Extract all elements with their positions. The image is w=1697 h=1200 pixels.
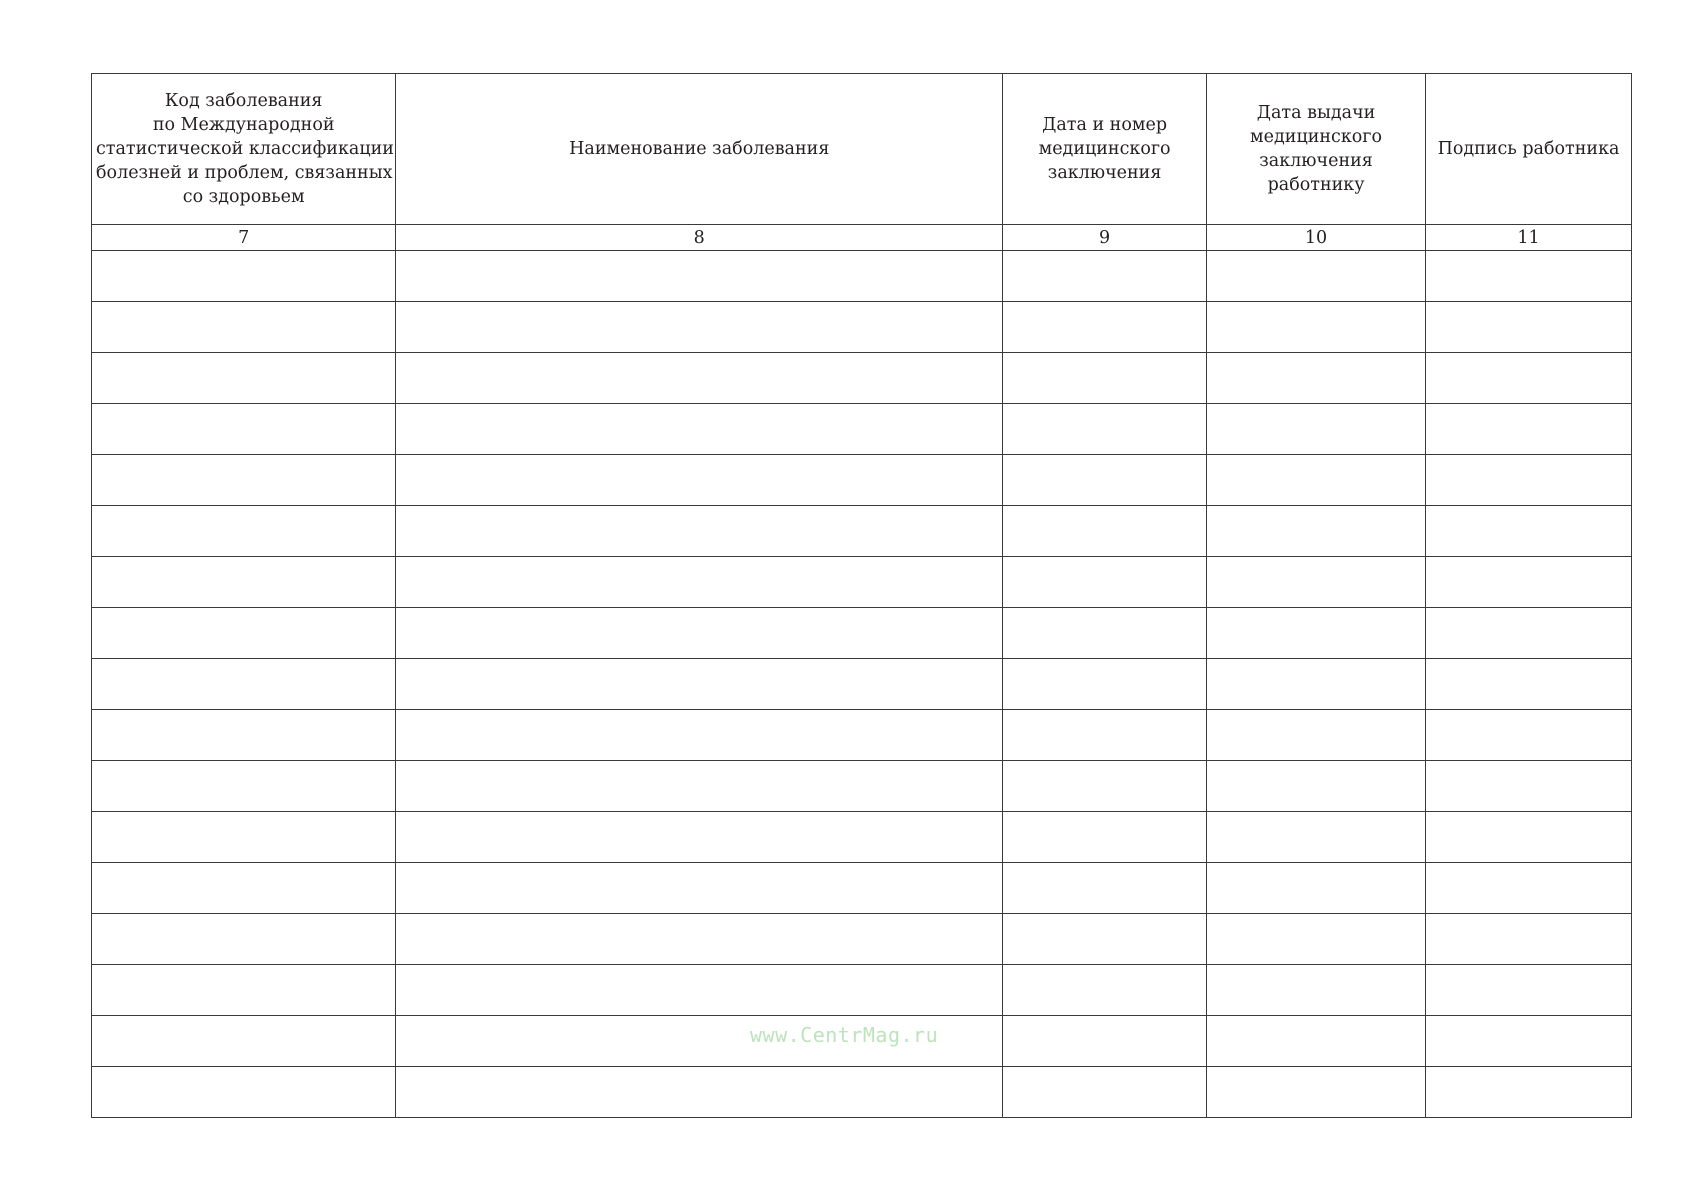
table-row xyxy=(92,1067,1632,1118)
table-row xyxy=(92,812,1632,863)
table-cell[interactable] xyxy=(1207,965,1426,1016)
table-cell[interactable] xyxy=(1207,659,1426,710)
header-line: со здоровьем xyxy=(182,187,305,207)
header-row xyxy=(92,74,1632,225)
journal-sheet xyxy=(91,73,1632,1118)
table-cell[interactable] xyxy=(1426,251,1632,302)
table-cell[interactable] xyxy=(1426,710,1632,761)
header-line: по Международной xyxy=(152,115,335,135)
table-cell[interactable] xyxy=(1003,1016,1207,1067)
table-cell[interactable] xyxy=(1207,608,1426,659)
table-cell[interactable] xyxy=(1426,302,1632,353)
table-cell[interactable] xyxy=(1207,353,1426,404)
table-cell[interactable] xyxy=(1207,914,1426,965)
table-cell[interactable] xyxy=(396,251,1003,302)
table-cell[interactable] xyxy=(1207,302,1426,353)
header-line: Код заболевания xyxy=(164,91,323,111)
table-cell[interactable] xyxy=(396,455,1003,506)
header-line: Дата и номер xyxy=(1042,115,1168,135)
table-cell[interactable] xyxy=(92,812,396,863)
table-cell[interactable] xyxy=(396,506,1003,557)
table-cell[interactable] xyxy=(396,302,1003,353)
table-row xyxy=(92,710,1632,761)
disease-journal-table xyxy=(91,73,1632,1118)
table-cell[interactable] xyxy=(1426,914,1632,965)
table-cell[interactable] xyxy=(92,1016,396,1067)
table-cell[interactable] xyxy=(1003,863,1207,914)
table-row xyxy=(92,863,1632,914)
table-cell[interactable] xyxy=(92,965,396,1016)
table-cell[interactable] xyxy=(396,353,1003,404)
table-cell[interactable] xyxy=(1207,812,1426,863)
table-row xyxy=(92,659,1632,710)
column-number: 10 xyxy=(1207,225,1426,251)
table-cell[interactable] xyxy=(1426,1067,1632,1118)
table-cell[interactable] xyxy=(92,251,396,302)
table-cell[interactable] xyxy=(1426,506,1632,557)
table-cell[interactable] xyxy=(1207,557,1426,608)
table-cell[interactable] xyxy=(1426,557,1632,608)
table-cell[interactable] xyxy=(1003,251,1207,302)
header-line: Наименование заболевания xyxy=(569,139,830,159)
table-cell[interactable] xyxy=(1207,1016,1426,1067)
table-cell[interactable] xyxy=(92,710,396,761)
column-number: 7 xyxy=(92,225,396,251)
table-cell[interactable] xyxy=(92,761,396,812)
table-cell[interactable] xyxy=(396,608,1003,659)
table-cell[interactable] xyxy=(1003,812,1207,863)
table-row xyxy=(92,506,1632,557)
table-cell[interactable] xyxy=(92,659,396,710)
table-cell[interactable] xyxy=(396,812,1003,863)
table-cell[interactable] xyxy=(1003,455,1207,506)
table-cell[interactable] xyxy=(1207,506,1426,557)
table-cell[interactable] xyxy=(1003,506,1207,557)
table-cell[interactable] xyxy=(1426,455,1632,506)
header-disease-name xyxy=(396,74,1003,225)
table-cell[interactable] xyxy=(396,404,1003,455)
header-line: работнику xyxy=(1267,175,1365,195)
table-row xyxy=(92,302,1632,353)
table-cell[interactable] xyxy=(1207,404,1426,455)
table-row xyxy=(92,965,1632,1016)
column-number: 9 xyxy=(1003,225,1207,251)
header-line: заключения xyxy=(1259,151,1373,171)
table-cell[interactable] xyxy=(1207,761,1426,812)
watermark-text: www.CentrMag.ru xyxy=(750,1023,939,1047)
table-cell[interactable] xyxy=(92,914,396,965)
column-number-row xyxy=(92,225,1632,251)
table-cell[interactable] xyxy=(1426,659,1632,710)
table-cell[interactable] xyxy=(92,353,396,404)
table-cell[interactable] xyxy=(1003,353,1207,404)
table-cell[interactable] xyxy=(1207,1067,1426,1118)
column-number: 11 xyxy=(1426,225,1632,251)
table-cell[interactable] xyxy=(1426,1016,1632,1067)
header-line: заключения xyxy=(1047,163,1162,183)
table-cell[interactable] xyxy=(396,914,1003,965)
table-cell[interactable] xyxy=(396,965,1003,1016)
table-cell[interactable] xyxy=(92,608,396,659)
table-row xyxy=(92,353,1632,404)
header-line: Подпись работника xyxy=(1437,139,1620,159)
header-line: медицинского xyxy=(1250,127,1383,147)
table-cell[interactable] xyxy=(1426,761,1632,812)
table-row xyxy=(92,608,1632,659)
header-conclusion-date-number xyxy=(1003,74,1207,225)
header-line: Дата выдачи xyxy=(1256,103,1376,123)
header-conclusion-issue-date xyxy=(1207,74,1426,225)
table-cell[interactable] xyxy=(92,557,396,608)
table-cell[interactable] xyxy=(1426,863,1632,914)
table-cell[interactable] xyxy=(92,455,396,506)
table-cell[interactable] xyxy=(1426,608,1632,659)
table-cell[interactable] xyxy=(1003,1067,1207,1118)
table-cell[interactable] xyxy=(1003,659,1207,710)
table-cell[interactable] xyxy=(396,863,1003,914)
table-cell[interactable] xyxy=(396,761,1003,812)
header-line: статистической классификации xyxy=(96,139,394,159)
table-cell[interactable] xyxy=(1426,353,1632,404)
table-cell[interactable] xyxy=(1003,965,1207,1016)
table-cell[interactable] xyxy=(92,863,396,914)
table-row xyxy=(92,404,1632,455)
table-cell[interactable] xyxy=(1003,404,1207,455)
table-cell[interactable] xyxy=(1426,812,1632,863)
table-cell[interactable] xyxy=(396,557,1003,608)
journal-body xyxy=(92,251,1632,1118)
table-row xyxy=(92,761,1632,812)
table-cell[interactable] xyxy=(92,302,396,353)
table-cell[interactable] xyxy=(1003,914,1207,965)
table-cell[interactable] xyxy=(1003,710,1207,761)
table-cell[interactable] xyxy=(92,404,396,455)
table-cell[interactable] xyxy=(1426,404,1632,455)
table-cell[interactable] xyxy=(1003,302,1207,353)
table-cell[interactable] xyxy=(1003,761,1207,812)
table-cell[interactable] xyxy=(92,506,396,557)
table-cell[interactable] xyxy=(396,659,1003,710)
table-cell[interactable] xyxy=(92,1067,396,1118)
table-cell[interactable] xyxy=(396,1067,1003,1118)
table-row xyxy=(92,914,1632,965)
table-row xyxy=(92,251,1632,302)
header-employee-signature xyxy=(1426,74,1632,225)
header-line: медицинского xyxy=(1038,139,1171,159)
table-cell[interactable] xyxy=(396,710,1003,761)
column-number: 8 xyxy=(396,225,1003,251)
table-cell[interactable] xyxy=(1426,965,1632,1016)
table-cell[interactable] xyxy=(1207,455,1426,506)
table-cell[interactable] xyxy=(1207,710,1426,761)
table-row xyxy=(92,455,1632,506)
header-line: болезней и проблем, связанных xyxy=(96,163,393,183)
table-cell[interactable] xyxy=(1207,251,1426,302)
table-cell[interactable] xyxy=(1207,863,1426,914)
table-cell[interactable] xyxy=(1003,608,1207,659)
table-cell[interactable] xyxy=(1003,557,1207,608)
table-row xyxy=(92,557,1632,608)
header-disease-code xyxy=(92,74,396,225)
